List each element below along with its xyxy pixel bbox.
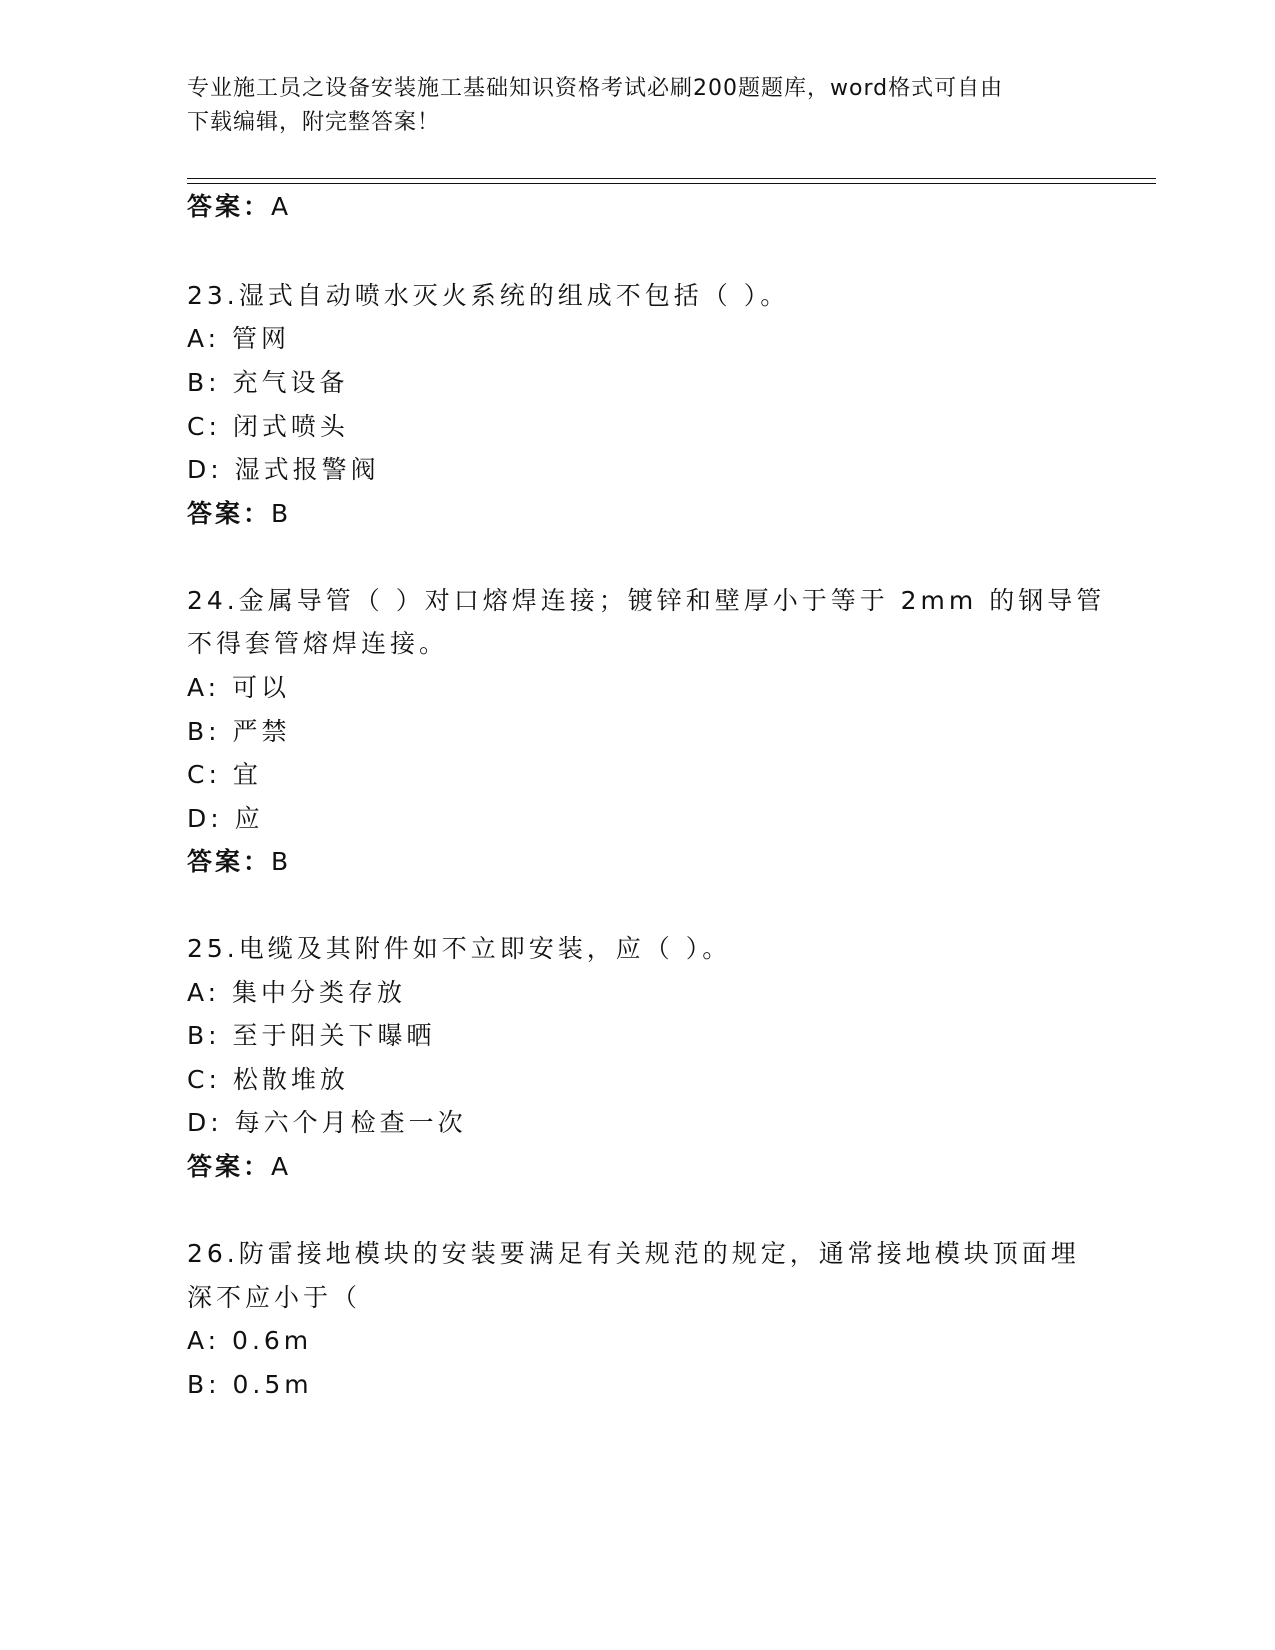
option-item: B: 0.5m xyxy=(187,1370,313,1399)
option-item: D: 每六个月检查一次 xyxy=(187,1108,467,1137)
answer-line xyxy=(187,1152,290,1182)
header-line-1: 专业施工员之设备安装施工基础知识资格考试必刷200题题库，word格式可自由 xyxy=(187,76,1004,101)
answer-value: B xyxy=(271,499,291,528)
option-item: A: 集中分类存放 xyxy=(187,978,407,1007)
answer-value: B xyxy=(271,847,291,876)
answer-label: 答案： xyxy=(187,1152,272,1181)
answer-line xyxy=(187,192,290,222)
answer-line xyxy=(187,847,290,877)
option-item: B: 至于阳关下曝晒 xyxy=(187,1021,436,1050)
option-item: C: 松散堆放 xyxy=(187,1065,349,1094)
question-stem: 23.湿式自动喷水灭火系统的组成不包括（ ）。 xyxy=(187,281,790,310)
question-stem: 25.电缆及其附件如不立即安装，应（ ）。 xyxy=(187,934,732,963)
answer-label: 答案： xyxy=(187,499,272,528)
option-item: B: 充气设备 xyxy=(187,368,349,397)
option-item: C: 宜 xyxy=(187,760,262,789)
question-stem: 26.防雷接地模块的安装要满足有关规范的规定，通常接地模块顶面埋 xyxy=(187,1239,1080,1268)
answer-label: 答案： xyxy=(187,847,272,876)
option-item: A: 可以 xyxy=(187,673,291,702)
option-item: D: 应 xyxy=(187,804,264,833)
question-stem: 24.金属导管（ ）对口熔焊连接；镀锌和壁厚小于等于 2mm 的钢导管 xyxy=(187,586,1106,615)
answer-label: 答案： xyxy=(187,192,272,221)
document-header xyxy=(187,72,1087,140)
answer-value: A xyxy=(271,1152,291,1181)
option-item: D: 湿式报警阀 xyxy=(187,455,380,484)
header-divider-bottom xyxy=(187,183,1156,184)
question-stem-continued: 深不应小于（ xyxy=(187,1283,362,1312)
header-line-2: 下载编辑，附完整答案！ xyxy=(187,110,441,135)
option-item: A: 管网 xyxy=(187,324,291,353)
answer-line xyxy=(187,499,290,529)
option-item: B: 严禁 xyxy=(187,717,291,746)
header-divider-top xyxy=(187,178,1156,179)
question-stem-continued: 不得套管熔焊连接。 xyxy=(187,629,449,658)
option-item: C: 闭式喷头 xyxy=(187,412,349,441)
answer-value: A xyxy=(271,192,291,221)
option-item: A: 0.6m xyxy=(187,1326,313,1355)
